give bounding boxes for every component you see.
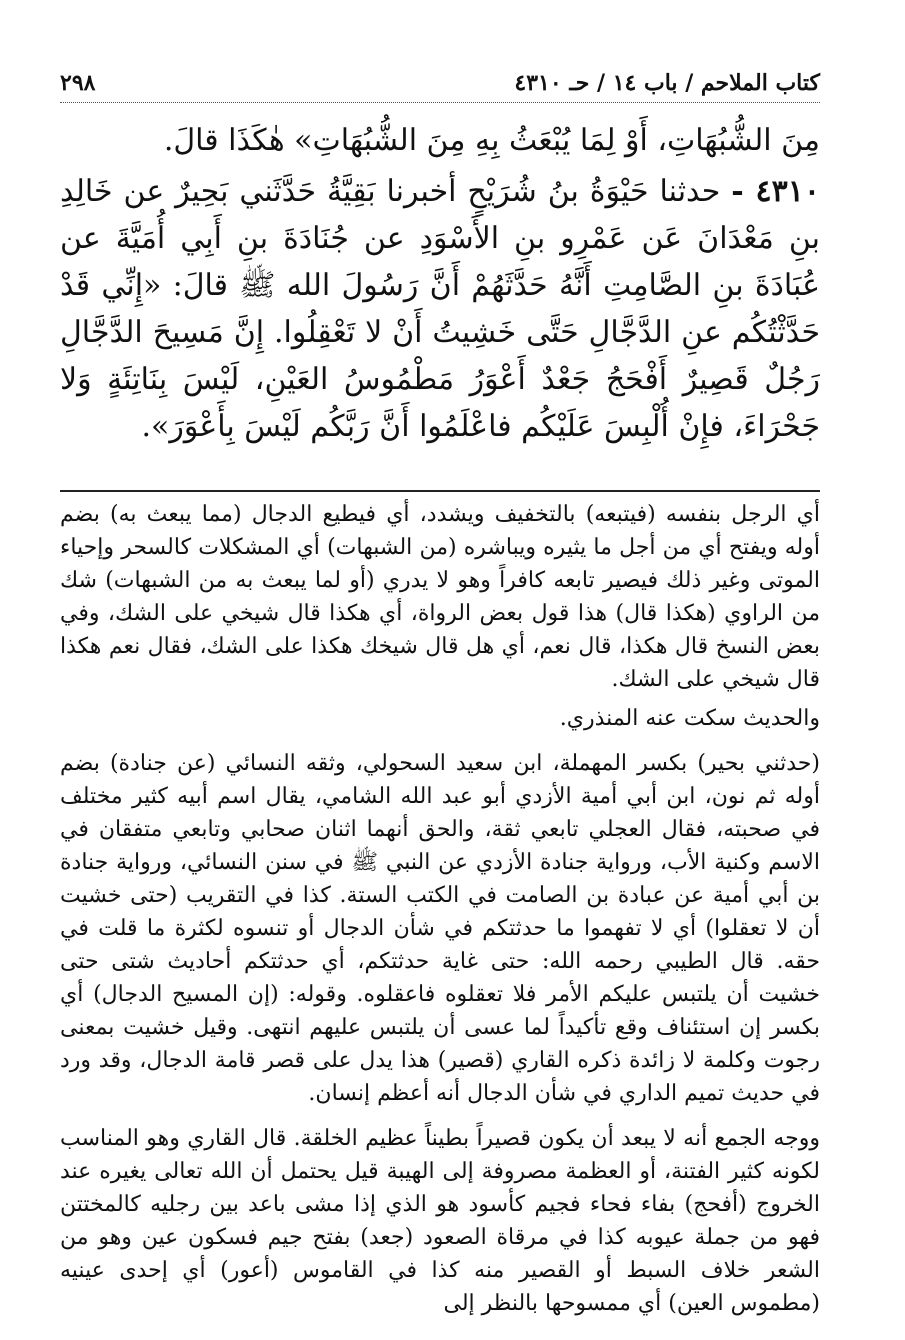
hadith-body: حدثنا حَيْوَةُ بنُ شُرَيْحٍ أخبرنا بَقِيَّةُ حَدَّثَني بَحِيرٌ عن خَالِدِ بنِ مَعْدَانَ عَن عَمْرِو بنِ الأَسْوَدِ عن جُنَادَةَ بنِ أَبِي أُمَيَّةَ عن عُبَادَةَ بنِ الصَّامِتِ أَنَّهُ حَدَّثَهُمْ أَنَّ رَسُولَ الله ﷺ قالَ: «إِنِّي قَدْ حَدَّثْتُكُم عنِ الدَّجَّالِ حَتَّى خَشِيتُ أَنْ لا تَعْقِلُوا. إِنَّ مَسِيحَ الدَّجَّالِ رَجُلٌ قَصِيرٌ أَفْحَجُ جَعْدٌ أَعْوَرُ مَطْمُوسُ العَيْنِ، لَيْسَ بِنَاتِئَةٍ وَلا جَحْرَاءَ، فإِنْ أُلْبِسَ عَلَيْكُم فاعْلَمُوا أَنَّ رَبَّكُم لَيْسَ بِأَعْوَرَ». <box>60 174 820 444</box>
footnote-separator <box>60 490 820 492</box>
commentary-paragraph: (حدثني بحير) بكسر المهملة، ابن سعيد السحولي، وثقه النسائي (عن جنادة) بضم أوله ثم نون، ابن أبي أمية الأزدي أبو عبد الله الشامي، يقال اسم أبيه كثير مختلف في صحبته، فقال العجلي تابعي ثقة، والحق أنهما اثنان صحابي وتابعي متفقان في الاسم وكنية الأب، ورواية جنادة الأزدي عن النبي ﷺ في سنن النسائي، ورواية جنادة بن أبي أمية عن عبادة بن الصامت في الكتب الستة. كذا في التقريب (حتى خشيت أن لا تعقلوا) أي لا تفهموا ما حدثتكم في شأن الدجال أو تنسوه لكثرة ما قلت في حقه. قال الطيبي رحمه الله: حتى غاية حدثتكم، أي حدثتكم أحاديث شتى حتى خشيت أن يلتبس عليكم الأمر فلا تعقلوه فاعقلوه. وقوله: (إن المسيح الدجال) أي بكسر إن استئناف وقع تأكيداً لما عسى أن يلتبس عليهم انتهى. وقيل خشيت بمعنى رجوت وكلمة لا زائدة ذكره القاري (قصير) هذا يدل على قصر قامة الدجال، وقد ورد في حديث تميم الداري في شأن الدجال أنه أعظم إنسان. <box>60 751 820 1106</box>
page-number: ٢٩٨ <box>60 70 96 96</box>
continuation-line: مِنَ الشُّبُهَاتِ، أَوْ لِمَا يُبْعَثُ بِهِ مِنَ الشُّبُهَاتِ» هٰكَذَا قالَ. <box>163 123 820 158</box>
book-page <box>60 70 820 1326</box>
commentary-paragraph: أي الرجل بنفسه (فيتبعه) بالتخفيف ويشدد، أي فيطيع الدجال (مما يبعث به) بضم أوله ويفتح أي من أجل ما يثيره ويباشره (من الشبهات) أي المشكلات كالسحر وإحياء الموتى وغير ذلك فيصير تابعه كافراً وهو لا يدري (أو لما يبعث به من الشبهات) شك من الراوي (هكذا قال) هذا قول بعض الرواة، أي هكذا قال شيخي على الشك، وفي بعض النسخ قال هكذا، قال نعم، أي هل قال شيخك هكذا على الشك، فقال نعم هكذا قال شيخي على الشك. <box>60 502 820 692</box>
commentary-block <box>60 498 820 1320</box>
hadith-number: ٤٣١٠ - <box>731 174 820 209</box>
hadith-paragraph <box>60 168 820 450</box>
commentary-paragraph: والحديث سكت عنه المنذري. <box>559 706 820 731</box>
hadith-text-block <box>60 117 820 450</box>
running-header <box>60 70 820 103</box>
chapter-reference: كتاب الملاحم / باب ١٤ / حـ ٤٣١٠ <box>514 70 820 96</box>
commentary-paragraph: ووجه الجمع أنه لا يبعد أن يكون قصيراً بطيناً عظيم الخلقة. قال القاري وهو المناسب لكونه كثير الفتنة، أو العظمة مصروفة إلى الهيبة قيل يحتمل أن الله تعالى يغيره عند الخروج (أفحج) بفاء فحاء فجيم كأسود هو الذي إذا مشى باعد بين رجليه كالمختتن فهو من جملة عيوبه كذا في مرقاة الصعود (جعد) بفتح جيم فسكون عين وهو من الشعر خلاف السبط أو القصير منه كذا في القاموس (أعور) أي إحدى عينيه (مطموس العين) أي ممسوحها بالنظر إلى <box>60 1126 820 1316</box>
